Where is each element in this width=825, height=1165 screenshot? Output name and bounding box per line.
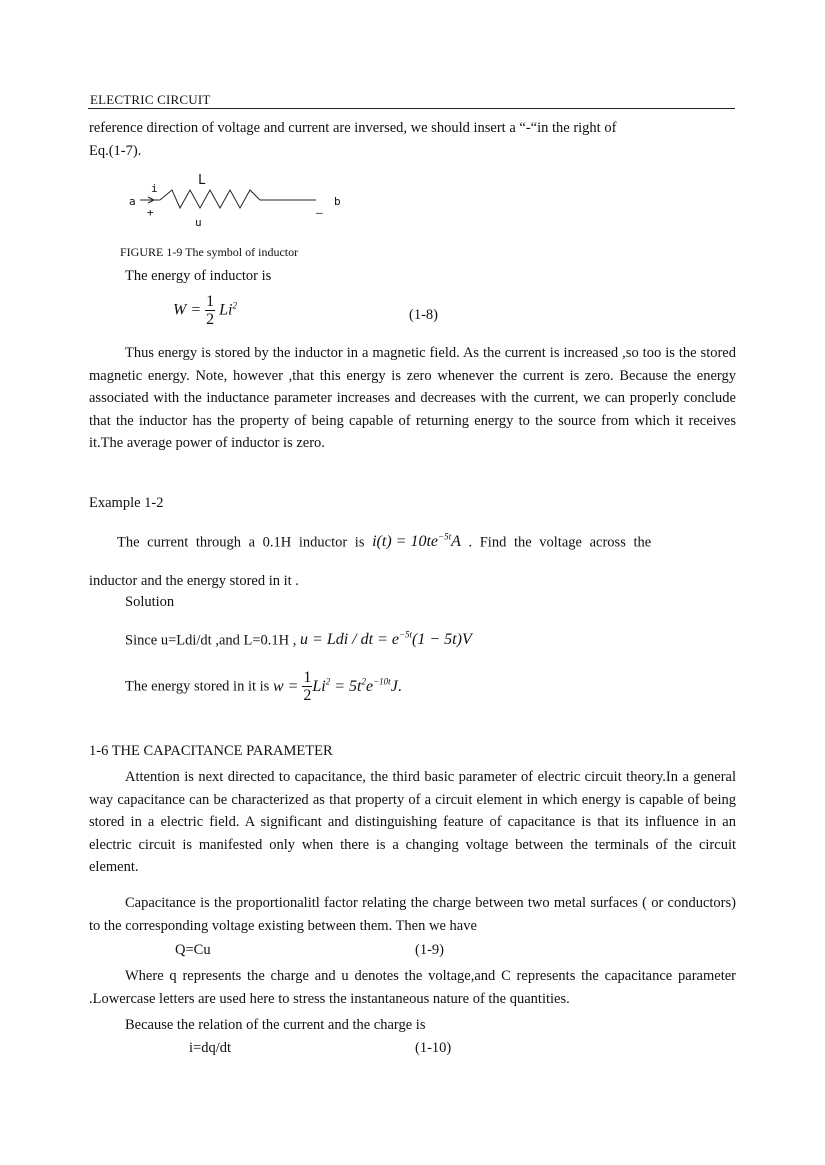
energy-expr-fraction	[302, 670, 312, 704]
figure-caption: FIGURE 1-9 The symbol of inductor	[120, 245, 299, 259]
paragraph-capacitance-definition: Capacitance is the proportionalitl factor relating the charge between two metal surfaces ( or conductors) to the corresponding voltage existing between them. Then we have	[89, 895, 736, 934]
problem-text-post: . Find the voltage across the	[468, 534, 652, 551]
paragraph-energy-storage: Thus energy is stored by the inductor in a magnetic field. As the current is increased ,so too is the stored magnetic energy. Note, however ,that this energy is zero whenever the current is zero. Because the energy associated with the inductance parameter increases and decreases with the current, we can properly conclude that the inductor has the property of being capable of returning energy to the source from which it receives it.The average power of inductor is zero.	[89, 345, 736, 452]
current-i-label: i	[151, 182, 158, 195]
energy-frac-num: 1	[206, 293, 215, 310]
intro-line-1: reference direction of voltage and current are inversed, we should insert a “-“in the right of	[89, 120, 617, 136]
energy-expr-mid-exp: 2	[325, 676, 331, 687]
equation-1-9: Q=Cu	[175, 942, 211, 958]
inductor-symbol	[120, 170, 360, 230]
problem-current-expr	[372, 533, 461, 550]
current-exp: −5t	[438, 532, 452, 542]
voltage-expr-a: u = Ldi / dt = e	[300, 631, 399, 649]
energy-expr-t-exp: 2	[361, 676, 366, 687]
energy-lhs: W =	[173, 301, 202, 319]
energy-text: The energy stored in it is	[125, 678, 270, 695]
energy-expr-e: e	[366, 677, 374, 695]
equation-1-10: i=dq/dt	[189, 1040, 232, 1056]
inductance-L-label: L	[198, 173, 206, 188]
energy-equation	[173, 294, 237, 328]
voltage-u-label: u	[195, 216, 202, 229]
energy-expr-lhs: w =	[272, 677, 299, 695]
energy-expr-num: 1	[303, 669, 312, 686]
terminal-b-label: b	[334, 195, 341, 208]
energy-intro: The energy of inductor is	[125, 268, 272, 284]
energy-rhs-exp: 2	[232, 300, 237, 311]
inductor-figure	[120, 170, 360, 230]
example-title: Example 1-2	[89, 495, 164, 511]
example-problem	[117, 532, 651, 551]
eq-number-1-9: (1-9)	[415, 942, 444, 958]
example-problem-line-2: inductor and the energy stored in it .	[89, 573, 299, 589]
since-text: Since u=Ldi/dt ,and L=0.1H ,	[125, 632, 297, 649]
energy-expr-eq: = 5t	[334, 677, 362, 695]
energy-frac-den: 2	[206, 311, 215, 328]
intro-line-2: Eq.(1-7).	[89, 143, 142, 159]
voltage-expr-b: (1 − 5t)V	[412, 631, 472, 649]
minus-sign: –	[316, 206, 323, 219]
header-rule	[88, 108, 735, 109]
voltage-expr	[300, 631, 472, 648]
eq-number-1-10: (1-10)	[415, 1040, 452, 1056]
energy-expr-e-exp: −10t	[373, 676, 391, 687]
energy-fraction	[205, 294, 215, 328]
plus-sign: +	[147, 206, 154, 219]
problem-text: The current through a 0.1H inductor is	[117, 534, 365, 551]
solution-label: Solution	[125, 594, 175, 610]
energy-rhs: Li	[219, 301, 233, 319]
energy-expr-end: .	[397, 677, 402, 695]
energy-expr-den: 2	[303, 687, 312, 704]
energy-expr-unit: J	[390, 677, 398, 695]
section-heading: 1-6 THE CAPACITANCE PARAMETER	[89, 743, 333, 759]
paragraph-current-charge: Because the relation of the current and the charge is	[125, 1017, 426, 1033]
voltage-exp: −5t	[398, 630, 413, 640]
current-unit: A	[451, 533, 461, 551]
solution-voltage	[125, 630, 472, 649]
terminal-a-label: a	[129, 195, 136, 208]
current-expr: i(t) = 10te	[372, 533, 438, 551]
paragraph-charge-voltage: Where q represents the charge and u denotes the voltage,and C represents the capacitance parameter .Lowercase letters are used here to stress the instantaneous nature of the quantities.	[89, 968, 736, 1007]
eq-number-1-8: (1-8)	[409, 307, 438, 323]
energy-expr-mid: Li	[312, 677, 326, 695]
running-header: ELECTRIC CIRCUIT	[90, 92, 211, 107]
energy-expr	[272, 669, 402, 704]
solution-energy	[125, 670, 402, 704]
paragraph-capacitance-intro: Attention is next directed to capacitance, the third basic parameter of electric circuit theory.In a general way capacitance can be characterized as that property of a circuit element in which energy is capable of being stored in a electric field. A significant and distinguishing feature of capacitance is that its influence in an electric circuit is manifested only when there is a changing voltage between the terminals of the circuit element.	[89, 769, 736, 876]
